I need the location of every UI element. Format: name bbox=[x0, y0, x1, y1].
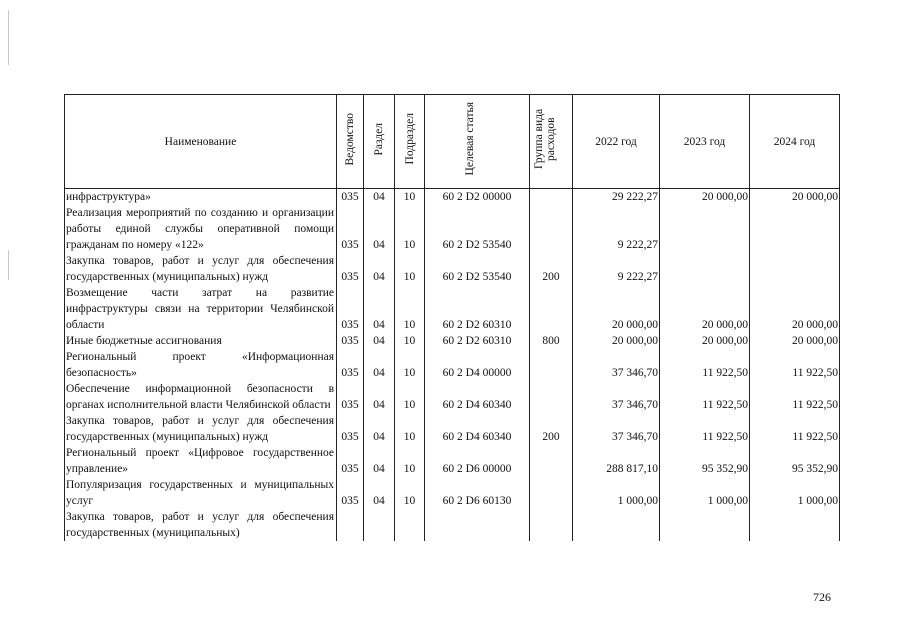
row-exp-group bbox=[530, 381, 573, 413]
row-2023: 1 000,00 bbox=[660, 477, 750, 509]
row-target bbox=[425, 509, 530, 541]
row-section: 04 bbox=[364, 285, 395, 333]
row-target: 60 2 D2 60310 bbox=[425, 285, 530, 333]
row-2023 bbox=[660, 509, 750, 541]
row-2024: 11 922,50 bbox=[750, 381, 840, 413]
row-target: 60 2 D6 60130 bbox=[425, 477, 530, 509]
row-subsection: 10 bbox=[395, 445, 425, 477]
row-section: 04 bbox=[364, 381, 395, 413]
row-2022: 288 817,10 bbox=[573, 445, 660, 477]
page-number: 726 bbox=[813, 590, 831, 604]
header-section: Раздел bbox=[364, 95, 395, 189]
header-subsection: Подраздел bbox=[395, 95, 425, 189]
row-name: Региональный проект «Цифровое государственное управление» bbox=[65, 445, 337, 477]
row-dept: 035 bbox=[337, 445, 364, 477]
row-dept: 035 bbox=[337, 189, 364, 206]
row-target: 60 2 D6 00000 bbox=[425, 445, 530, 477]
row-2024: 1 000,00 bbox=[750, 477, 840, 509]
row-2022: 37 346,70 bbox=[573, 381, 660, 413]
row-exp-group bbox=[530, 205, 573, 253]
row-2023 bbox=[660, 253, 750, 285]
row-2024 bbox=[750, 509, 840, 541]
row-name: Региональный проект «Информационная безопасность» bbox=[65, 349, 337, 381]
header-2024: 2024 год bbox=[750, 95, 840, 189]
row-exp-group bbox=[530, 509, 573, 541]
row-2024: 11 922,50 bbox=[750, 413, 840, 445]
row-exp-group: 200 bbox=[530, 413, 573, 445]
table-row bbox=[65, 413, 840, 445]
row-subsection bbox=[395, 509, 425, 541]
table-row bbox=[65, 349, 840, 381]
row-2024: 11 922,50 bbox=[750, 349, 840, 381]
table-row bbox=[65, 333, 840, 349]
table-row bbox=[65, 205, 840, 253]
row-section: 04 bbox=[364, 413, 395, 445]
row-name: Закупка товаров, работ и услуг для обеспечения государственных (муниципальных) нужд bbox=[65, 413, 337, 445]
table-row bbox=[65, 189, 840, 206]
row-subsection: 10 bbox=[395, 253, 425, 285]
row-section: 04 bbox=[364, 349, 395, 381]
header-target: Целевая статья bbox=[425, 95, 530, 189]
table-row bbox=[65, 253, 840, 285]
header-dept: Ведомство bbox=[337, 95, 364, 189]
table-row bbox=[65, 285, 840, 333]
header-2022: 2022 год bbox=[573, 95, 660, 189]
header-name: Наименование bbox=[65, 95, 337, 189]
row-2023: 20 000,00 bbox=[660, 285, 750, 333]
row-2024: 95 352,90 bbox=[750, 445, 840, 477]
table-row bbox=[65, 509, 840, 541]
row-section bbox=[364, 509, 395, 541]
row-section: 04 bbox=[364, 445, 395, 477]
table-row bbox=[65, 477, 840, 509]
row-2022: 20 000,00 bbox=[573, 285, 660, 333]
row-subsection: 10 bbox=[395, 333, 425, 349]
row-dept: 035 bbox=[337, 477, 364, 509]
row-name: Популяризация государственных и муниципальных услуг bbox=[65, 477, 337, 509]
row-exp-group: 800 bbox=[530, 333, 573, 349]
row-target: 60 2 D4 00000 bbox=[425, 349, 530, 381]
row-dept: 035 bbox=[337, 285, 364, 333]
row-exp-group: 200 bbox=[530, 253, 573, 285]
row-section: 04 bbox=[364, 253, 395, 285]
row-dept: 035 bbox=[337, 253, 364, 285]
row-name: Закупка товаров, работ и услуг для обеспечения государственных (муниципальных) нужд bbox=[65, 253, 337, 285]
table-row bbox=[65, 381, 840, 413]
header-exp-group: Группа вида расходов bbox=[530, 95, 573, 189]
row-section: 04 bbox=[364, 477, 395, 509]
row-target: 60 2 D2 60310 bbox=[425, 333, 530, 349]
header-2023: 2023 год bbox=[660, 95, 750, 189]
row-name: Обеспечение информационной безопасности в органах исполнительной власти Челябинской области bbox=[65, 381, 337, 413]
row-2023: 20 000,00 bbox=[660, 333, 750, 349]
row-2022 bbox=[573, 509, 660, 541]
row-exp-group bbox=[530, 477, 573, 509]
row-subsection: 10 bbox=[395, 477, 425, 509]
row-2022: 29 222,27 bbox=[573, 189, 660, 206]
row-2022: 1 000,00 bbox=[573, 477, 660, 509]
row-2022: 37 346,70 bbox=[573, 349, 660, 381]
row-target: 60 2 D4 60340 bbox=[425, 413, 530, 445]
row-2023: 11 922,50 bbox=[660, 381, 750, 413]
row-subsection: 10 bbox=[395, 205, 425, 253]
row-2022: 9 222,27 bbox=[573, 253, 660, 285]
row-dept: 035 bbox=[337, 333, 364, 349]
row-name: Закупка товаров, работ и услуг для обеспечения государственных (муниципальных) bbox=[65, 509, 337, 541]
row-target: 60 2 D2 53540 bbox=[425, 253, 530, 285]
row-2024: 20 000,00 bbox=[750, 333, 840, 349]
row-2024: 20 000,00 bbox=[750, 189, 840, 206]
row-2022: 20 000,00 bbox=[573, 333, 660, 349]
row-2024: 20 000,00 bbox=[750, 285, 840, 333]
row-subsection: 10 bbox=[395, 413, 425, 445]
row-2024 bbox=[750, 253, 840, 285]
header-row bbox=[65, 95, 840, 189]
row-target: 60 2 D2 00000 bbox=[425, 189, 530, 206]
row-dept: 035 bbox=[337, 413, 364, 445]
row-name: инфраструктура» bbox=[65, 189, 337, 206]
table-row bbox=[65, 445, 840, 477]
row-section: 04 bbox=[364, 205, 395, 253]
row-dept: 035 bbox=[337, 205, 364, 253]
row-subsection: 10 bbox=[395, 349, 425, 381]
row-2022: 37 346,70 bbox=[573, 413, 660, 445]
row-name: Реализация мероприятий по созданию и организации работы единой службы оперативной помощи гражданам по номеру «122» bbox=[65, 205, 337, 253]
scan-edge-mark bbox=[8, 250, 9, 280]
row-subsection: 10 bbox=[395, 189, 425, 206]
row-name: Возмещение части затрат на развитие инфраструктуры связи на территории Челябинской области bbox=[65, 285, 337, 333]
row-subsection: 10 bbox=[395, 285, 425, 333]
row-2023: 95 352,90 bbox=[660, 445, 750, 477]
row-dept: 035 bbox=[337, 349, 364, 381]
row-section: 04 bbox=[364, 333, 395, 349]
row-section: 04 bbox=[364, 189, 395, 206]
row-dept bbox=[337, 509, 364, 541]
row-dept: 035 bbox=[337, 381, 364, 413]
scan-edge-mark bbox=[8, 10, 9, 65]
row-exp-group bbox=[530, 349, 573, 381]
row-2023: 11 922,50 bbox=[660, 349, 750, 381]
row-2023: 20 000,00 bbox=[660, 189, 750, 206]
row-subsection: 10 bbox=[395, 381, 425, 413]
row-exp-group bbox=[530, 189, 573, 206]
row-2023 bbox=[660, 205, 750, 253]
row-2022: 9 222,27 bbox=[573, 205, 660, 253]
row-target: 60 2 D4 60340 bbox=[425, 381, 530, 413]
row-2024 bbox=[750, 205, 840, 253]
row-name: Иные бюджетные ассигнования bbox=[65, 333, 337, 349]
row-2023: 11 922,50 bbox=[660, 413, 750, 445]
row-target: 60 2 D2 53540 bbox=[425, 205, 530, 253]
row-exp-group bbox=[530, 285, 573, 333]
row-exp-group bbox=[530, 445, 573, 477]
budget-table bbox=[64, 94, 840, 541]
